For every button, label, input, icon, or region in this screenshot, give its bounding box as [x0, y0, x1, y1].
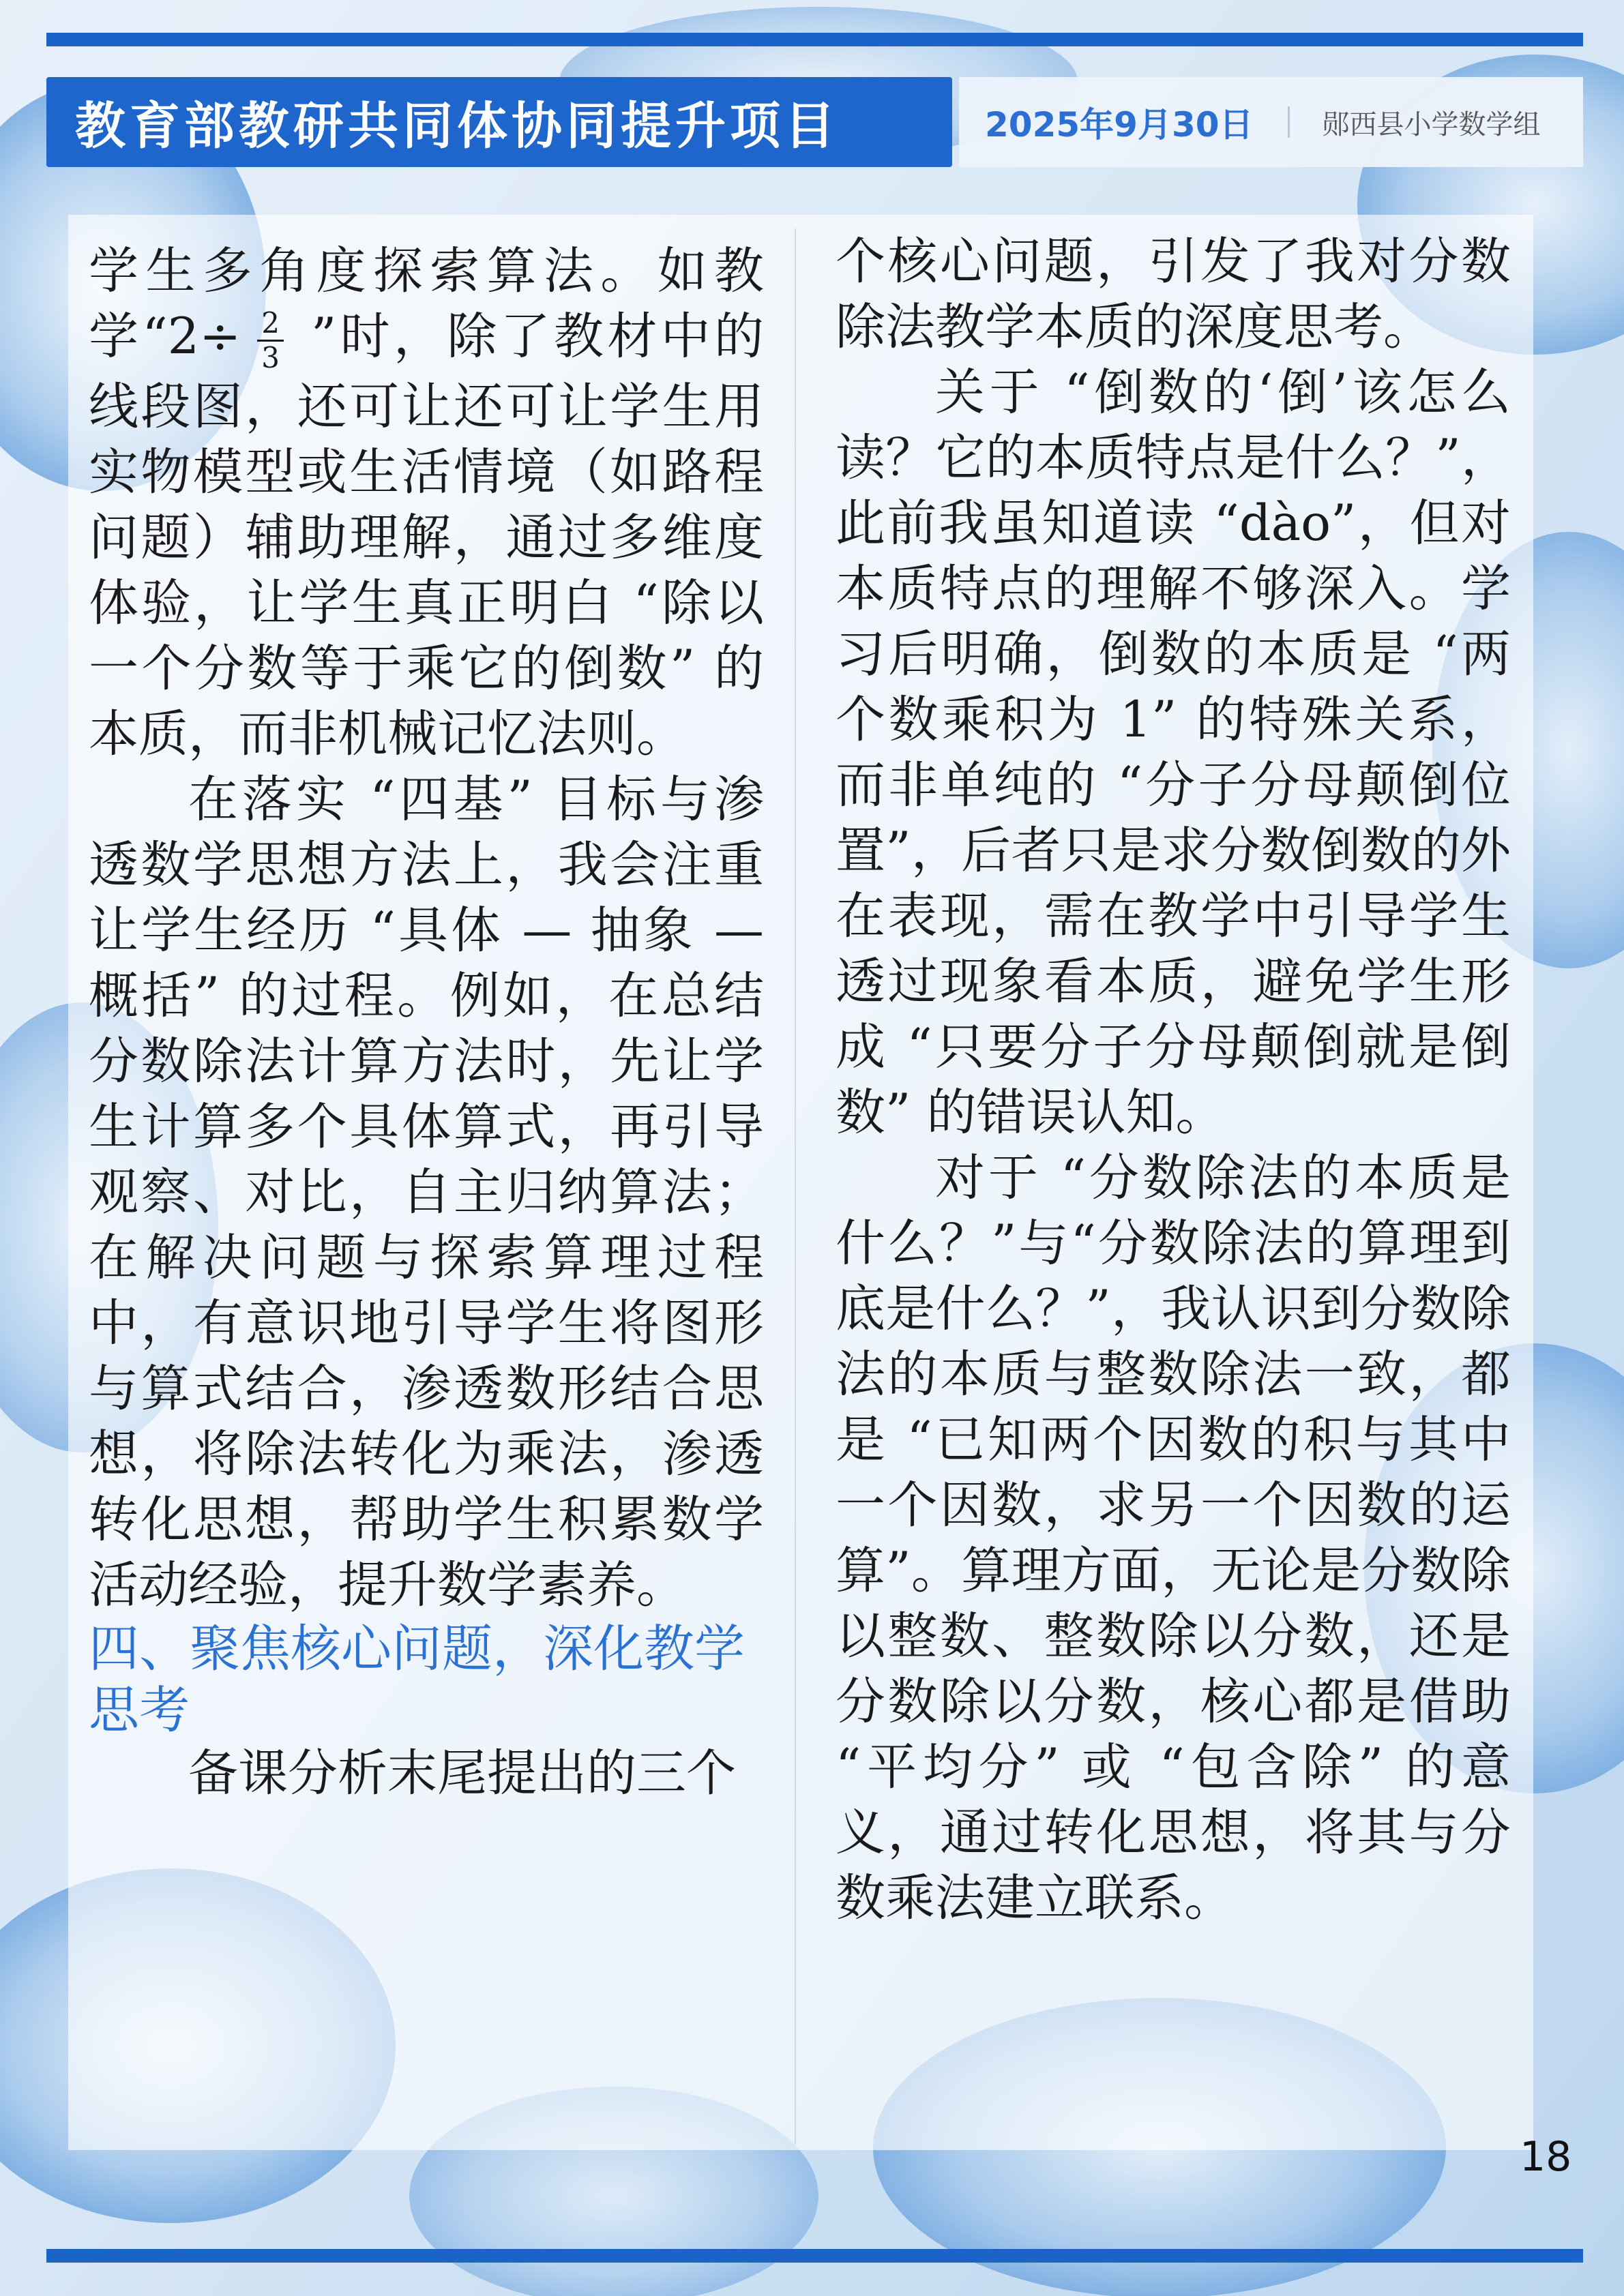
left-paragraph-1-start: 学生多角度探索算法。如教学“2÷	[89, 242, 764, 366]
column-divider	[795, 228, 796, 2145]
header-org: 郧西县小学数学组	[1322, 108, 1541, 140]
page-number: 18	[1520, 2133, 1572, 2181]
header-banner	[46, 77, 952, 167]
header-separator	[1288, 106, 1290, 138]
left-paragraph-1-end: ”时，除了教材中的线段图，还可让还可让学生用实物模型或生活情境（如路程问题）辅助理解，通过多维度体验，让学生真正明白 “除以一个分数等于乘它的倒数” 的本质，而非机械记忆法则。	[89, 308, 764, 763]
header-meta	[959, 77, 1583, 167]
right-paragraph-2: 关于 “倒数的‘倒’该怎么读？它的本质特点是什么？”，此前我虽知道读 “dào”，但对本质特点的理解不够深入。学习后明确，倒数的本质是 “两个数乘积为 1” 的特殊关系，而非单纯的 “分子分母颠倒位置”，后者只是求分数倒数的外在表现，需在教学中引导学生透过现象看本质，避免学生形成 “只要分子分母颠倒就是倒数” 的错误认知。	[836, 363, 1511, 1142]
right-column	[836, 229, 1511, 1931]
right-paragraph-1: 个核心问题，引发了我对分数除法教学本质的深度思考。	[836, 233, 1511, 356]
right-paragraph-3: 对于 “分数除法的本质是什么？”与“分数除法的算理到底是什么？”，我认识到分数除法的本质与整数除法一致，都是 “已知两个因数的积与其中一个因数，求另一个因数的运算”。算理方面，无论是分数除以整数、整数除以分数，还是分数除以分数，核心都是借助 “平均分” 或 “包含除” 的意义，通过转化思想，将其与分数乘法建立联系。	[836, 1149, 1511, 1927]
left-column	[89, 239, 764, 1806]
fraction-denominator: 3	[261, 340, 280, 374]
header-title: 教育部教研共同体协同提升项目	[75, 97, 839, 155]
header-date: 2025年9月30日	[985, 105, 1254, 145]
left-paragraph-1	[89, 239, 764, 767]
left-paragraph-3: 备课分析末尾提出的三个	[188, 1744, 736, 1802]
section-heading: 四、聚焦核心问题，深化教学思考	[89, 1619, 745, 1740]
top-rule	[46, 33, 1583, 46]
fraction-two-thirds	[257, 307, 284, 374]
fraction-numerator: 2	[257, 307, 284, 342]
left-paragraph-2: 在落实 “四基” 目标与渗透数学思想方法上，我会注重让学生经历 “具体 — 抽象 — 概括” 的过程。例如，在总结分数除法计算方法时，先让学生计算多个具体算式，再引导观察、对比，自主归纳算法；在解决问题与探索算理过程中，有意识地引导学生将图形与算式结合，渗透数形结合思想，将除法转化为乘法，渗透转化思想，帮助学生积累数学活动经验，提升数学素养。	[89, 770, 764, 1614]
bottom-rule	[46, 2249, 1583, 2263]
